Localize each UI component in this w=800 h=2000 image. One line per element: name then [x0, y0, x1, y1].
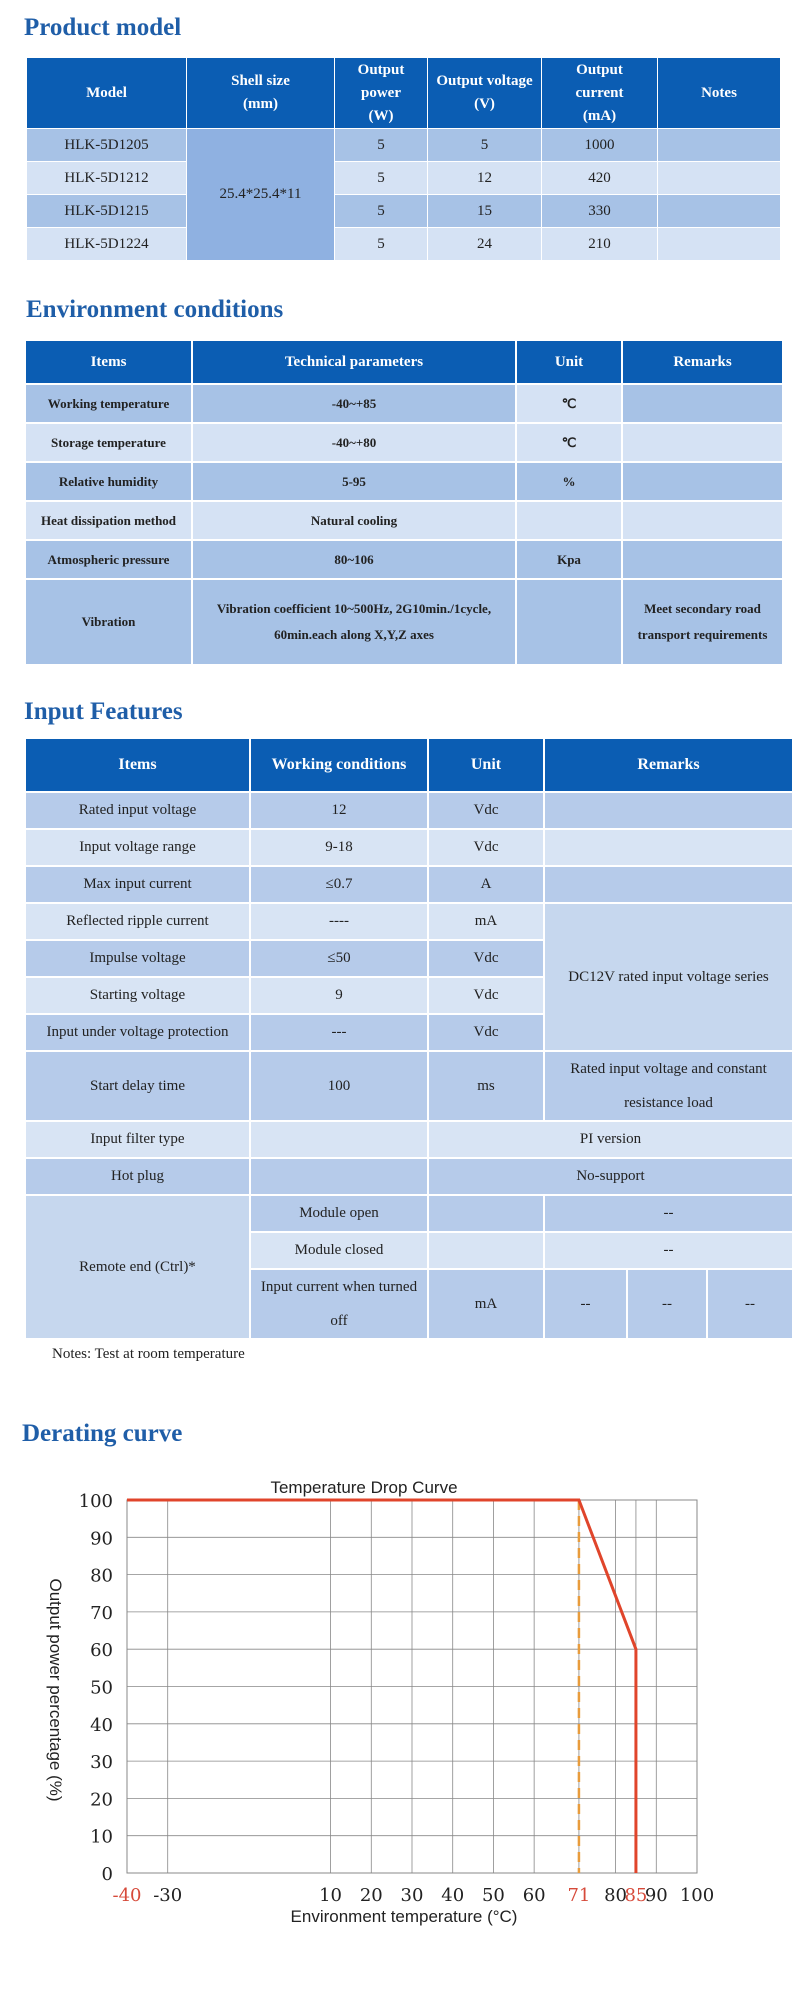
power-cell: 5: [335, 162, 428, 195]
remarks-cell: [544, 866, 793, 903]
remarks-cell: PI version: [428, 1121, 793, 1158]
x-tick-label: 90: [644, 1885, 668, 1906]
table-row: [25, 866, 793, 903]
current-cell: 1000: [542, 129, 658, 162]
param-cell: -40~+80: [192, 423, 516, 462]
unit-cell: Kpa: [516, 540, 622, 579]
table-row: [25, 1121, 793, 1158]
y-tick-label: 80: [90, 1565, 113, 1587]
header-unit: Unit: [516, 340, 622, 384]
item-cell: Start delay time: [25, 1051, 250, 1121]
remote-end-cell: Remote end (Ctrl)*: [25, 1195, 250, 1339]
item-cell: Impulse voltage: [25, 940, 250, 977]
unit-cell: mA: [428, 1269, 544, 1339]
condition-cell: ≤50: [250, 940, 428, 977]
condition-cell: Module closed: [250, 1232, 428, 1269]
group-remarks-cell: DC12V rated input voltage series: [544, 903, 793, 1051]
item-cell: Vibration: [25, 579, 192, 665]
y-tick-label: 70: [90, 1602, 113, 1624]
param-cell: -40~+85: [192, 384, 516, 423]
header-working-conditions: Working conditions: [250, 738, 428, 792]
notes-cell: [658, 228, 781, 261]
param-cell: Natural cooling: [192, 501, 516, 540]
unit-cell: Vdc: [428, 1014, 544, 1051]
x-tick-label: 10: [319, 1885, 343, 1906]
item-cell: Relative humidity: [25, 462, 192, 501]
item-cell: Working temperature: [25, 384, 192, 423]
power-cell: 5: [335, 129, 428, 162]
voltage-cell: 24: [428, 228, 542, 261]
power-cell: 5: [335, 228, 428, 261]
header-remarks: Remarks: [622, 340, 783, 384]
item-cell: Input voltage range: [25, 829, 250, 866]
remarks-cell: [622, 462, 783, 501]
item-cell: Storage temperature: [25, 423, 192, 462]
table-row: [25, 829, 793, 866]
condition-cell: ≤0.7: [250, 866, 428, 903]
current-cell: 210: [542, 228, 658, 261]
y-tick-label: 60: [90, 1640, 113, 1662]
condition-cell: ---: [250, 1014, 428, 1051]
condition-cell: [250, 1121, 428, 1158]
remarks-cell: --: [707, 1269, 793, 1339]
condition-cell: 9: [250, 977, 428, 1014]
input-features-title: Input Features: [24, 698, 183, 725]
table-row: [25, 423, 783, 462]
table-row: [25, 1051, 793, 1121]
unit-cell: A: [428, 866, 544, 903]
remarks-cell: --: [544, 1232, 793, 1269]
header-items: Items: [25, 738, 250, 792]
model-cell: HLK-5D1224: [27, 228, 187, 261]
unit-cell: ms: [428, 1051, 544, 1121]
item-cell: Rated input voltage: [25, 792, 250, 829]
condition-cell: ----: [250, 903, 428, 940]
voltage-cell: 12: [428, 162, 542, 195]
remarks-cell: Rated input voltage and constant resistance load: [544, 1051, 793, 1121]
remarks-cell: [622, 384, 783, 423]
unit-cell: [428, 1232, 544, 1269]
voltage-cell: 15: [428, 195, 542, 228]
item-cell: Input filter type: [25, 1121, 250, 1158]
header-output-voltage: Output voltage (V): [428, 58, 542, 129]
x-tick-label: 100: [679, 1885, 715, 1906]
header-technical-parameters: Technical parameters: [192, 340, 516, 384]
remarks-cell: [544, 792, 793, 829]
derating-chart: [0, 1460, 800, 1930]
condition-cell: 100: [250, 1051, 428, 1121]
item-cell: Input under voltage protection: [25, 1014, 250, 1051]
table-row: [25, 903, 793, 940]
remarks-cell: [622, 423, 783, 462]
table-row: [27, 129, 781, 162]
item-cell: Heat dissipation method: [25, 501, 192, 540]
x-axis-label: Environment temperature (°C): [290, 1907, 518, 1926]
param-cell: 5-95: [192, 462, 516, 501]
shell-size-cell: 25.4*25.4*11: [187, 129, 335, 261]
table-row: [25, 384, 783, 423]
condition-cell: 12: [250, 792, 428, 829]
remarks-cell: No-support: [428, 1158, 793, 1195]
x-tick-label: 20: [359, 1885, 383, 1906]
power-cell: 5: [335, 195, 428, 228]
model-cell: HLK-5D1215: [27, 195, 187, 228]
table-row: [25, 462, 783, 501]
header-model: Model: [27, 58, 187, 129]
table-row: [25, 501, 783, 540]
condition-cell: Module open: [250, 1195, 428, 1232]
environment-title: Environment conditions: [26, 296, 284, 323]
y-tick-label: 90: [90, 1528, 113, 1550]
header-unit: Unit: [428, 738, 544, 792]
remarks-cell: Meet secondary road transport requirements: [622, 579, 783, 665]
table-row: [25, 1195, 793, 1232]
table-row: [25, 540, 783, 579]
remarks-cell: [544, 829, 793, 866]
x-tick-label: 71: [567, 1885, 591, 1906]
unit-cell: mA: [428, 903, 544, 940]
chart-title: Temperature Drop Curve: [270, 1478, 458, 1497]
x-tick-label: 85: [624, 1885, 648, 1906]
unit-cell: ℃: [516, 423, 622, 462]
y-tick-label: 30: [90, 1752, 113, 1774]
unit-cell: ℃: [516, 384, 622, 423]
voltage-cell: 5: [428, 129, 542, 162]
current-cell: 420: [542, 162, 658, 195]
x-tick-label: -40: [112, 1885, 142, 1906]
table-row: [27, 195, 781, 228]
y-tick-label: 50: [90, 1677, 113, 1699]
item-cell: Reflected ripple current: [25, 903, 250, 940]
unit-cell: [428, 1195, 544, 1232]
unit-cell: Vdc: [428, 977, 544, 1014]
remarks-cell: --: [544, 1195, 793, 1232]
x-tick-label: 40: [441, 1885, 465, 1906]
item-cell: Starting voltage: [25, 977, 250, 1014]
table-row: [25, 579, 783, 665]
model-cell: HLK-5D1205: [27, 129, 187, 162]
input-features-table: [24, 737, 794, 1340]
y-tick-label: 40: [90, 1714, 113, 1736]
unit-cell: [516, 501, 622, 540]
table-row: [25, 792, 793, 829]
unit-cell: [516, 579, 622, 665]
condition-cell: [250, 1158, 428, 1195]
product-model-title: Product model: [24, 14, 182, 41]
notes-cell: [658, 129, 781, 162]
table-row: [27, 228, 781, 261]
item-cell: Hot plug: [25, 1158, 250, 1195]
y-axis-label: Output power percentage (%): [46, 1578, 65, 1802]
y-tick-label: 10: [90, 1826, 113, 1848]
unit-cell: Vdc: [428, 792, 544, 829]
header-output-current: Output current (mA): [542, 58, 658, 129]
remarks-cell: [622, 540, 783, 579]
model-cell: HLK-5D1212: [27, 162, 187, 195]
unit-cell: %: [516, 462, 622, 501]
remarks-cell: --: [627, 1269, 707, 1339]
remarks-cell: [622, 501, 783, 540]
x-tick-label: 30: [400, 1885, 424, 1906]
table-header-row: [25, 340, 783, 384]
product-model-table: [26, 57, 781, 261]
test-note: Notes: Test at room temperature: [52, 1346, 245, 1362]
table-header-row: [25, 738, 793, 792]
x-tick-label: 80: [604, 1885, 628, 1906]
y-tick-label: 0: [101, 1864, 113, 1885]
x-tick-label: 60: [522, 1885, 546, 1906]
environment-table: [24, 339, 784, 666]
notes-cell: [658, 162, 781, 195]
header-remarks: Remarks: [544, 738, 793, 792]
header-items: Items: [25, 340, 192, 384]
x-tick-label: -30: [153, 1885, 183, 1906]
header-output-power: Output power (W): [335, 58, 428, 129]
unit-cell: Vdc: [428, 940, 544, 977]
table-header-row: [27, 58, 781, 129]
table-row: [25, 1158, 793, 1195]
y-tick-label: 100: [78, 1491, 113, 1512]
header-notes: Notes: [658, 58, 781, 129]
unit-cell: Vdc: [428, 829, 544, 866]
current-cell: 330: [542, 195, 658, 228]
x-tick-label: 50: [481, 1885, 505, 1906]
condition-cell: Input current when turned off: [250, 1269, 428, 1339]
derating-title: Derating curve: [22, 1420, 183, 1447]
condition-cell: 9-18: [250, 829, 428, 866]
param-cell: 80~106: [192, 540, 516, 579]
notes-cell: [658, 195, 781, 228]
param-cell: Vibration coefficient 10~500Hz, 2G10min./1cycle, 60min.each along X,Y,Z axes: [192, 579, 516, 665]
item-cell: Max input current: [25, 866, 250, 903]
table-row: [27, 162, 781, 195]
remarks-cell: --: [544, 1269, 627, 1339]
header-shell-size: Shell size (mm): [187, 58, 335, 129]
item-cell: Atmospheric pressure: [25, 540, 192, 579]
y-tick-label: 20: [90, 1789, 113, 1811]
